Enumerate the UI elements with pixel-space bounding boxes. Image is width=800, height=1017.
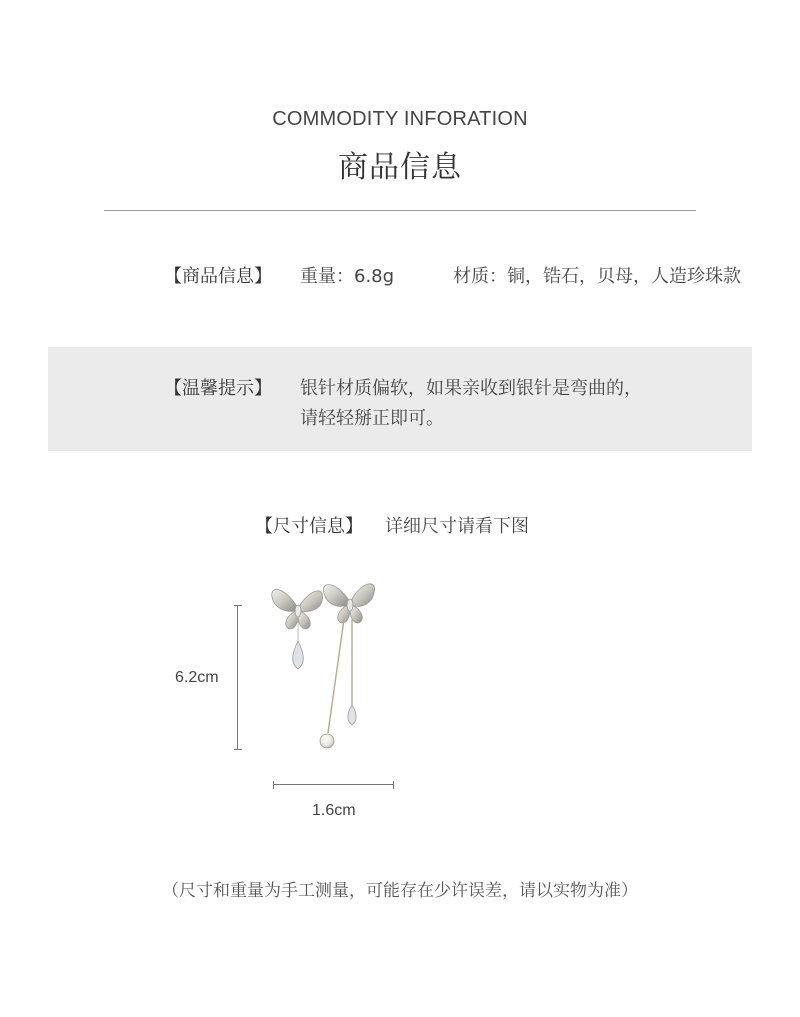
right-earring <box>320 584 375 748</box>
height-label: 6.2cm <box>175 669 219 686</box>
size-info-text: 详细尺寸请看下图 <box>385 516 529 537</box>
width-tick-right <box>393 781 394 789</box>
tip-line-1: 银针材质偏软，如果亲收到银针是弯曲的， <box>300 378 642 399</box>
section-title-english: COMMODITY INFORATION <box>272 108 528 130</box>
width-tick-left <box>273 781 274 789</box>
product-info-label: 【商品信息】 <box>164 266 272 287</box>
material-text: 材质：铜，锆石，贝母，人造珍珠款 <box>453 266 741 287</box>
tip-label: 【温馨提示】 <box>164 378 272 399</box>
title-divider <box>104 210 696 211</box>
height-dimension-line <box>237 605 238 749</box>
section-title-chinese: 商品信息 <box>338 150 462 185</box>
height-tick-top <box>234 605 242 606</box>
height-tick-bottom <box>234 749 242 750</box>
width-dimension-line <box>273 784 393 785</box>
left-earring <box>272 589 323 669</box>
earrings-image <box>262 575 392 760</box>
tip-line-2: 请轻轻掰正即可。 <box>300 408 444 429</box>
weight-text: 重量：6.8g <box>300 266 395 287</box>
width-label: 1.6cm <box>312 802 356 819</box>
measurement-footnote: （尺寸和重量为手工测量，可能存在少许误差，请以实物为准） <box>162 881 638 901</box>
size-info-label: 【尺寸信息】 <box>255 516 363 537</box>
